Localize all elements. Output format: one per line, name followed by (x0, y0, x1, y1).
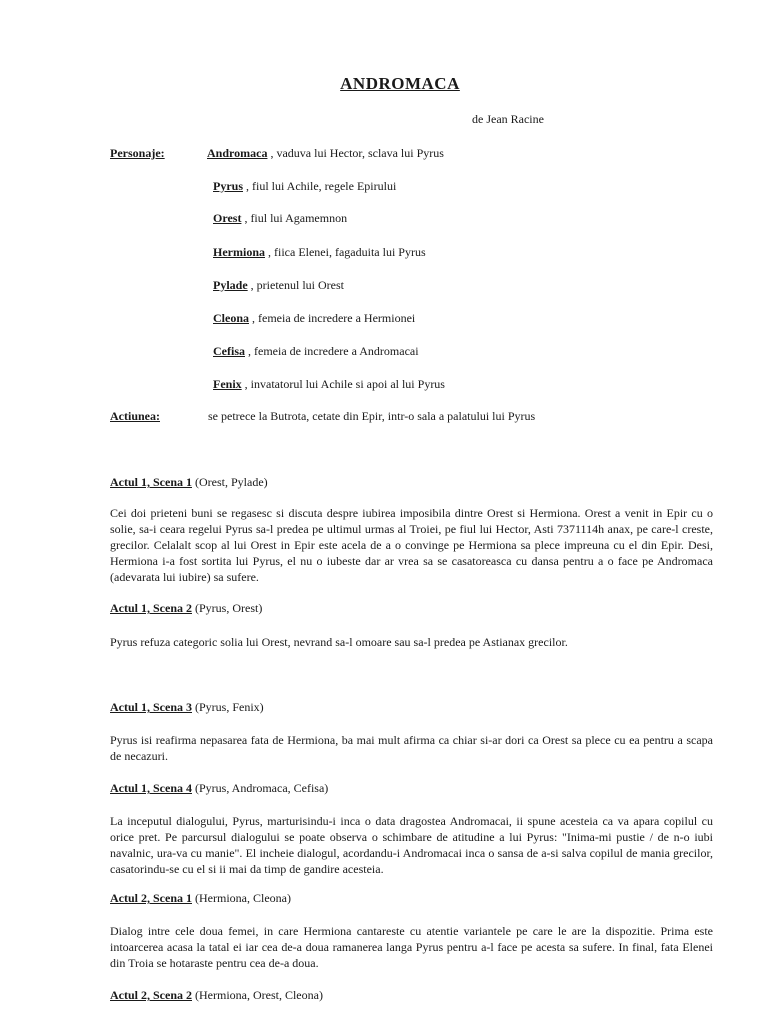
character-desc: , vaduva lui Hector, sclava lui Pyrus (267, 146, 444, 160)
character-desc: , fiul lui Agamemnon (241, 211, 348, 225)
scene-title: Actul 1, Scena 2 (110, 601, 192, 615)
scene-cast: (Hermiona, Orest, Cleona) (192, 988, 323, 1002)
scene-summary: La inceputul dialogului, Pyrus, marturisindu-i inca o data dragostea Andromacai, ii spune acesteia ca va apara copilul cu orice pret. Pe parcursul dialogului se poate observa o schimbare de atitudine a lui Pyrus: "Inima-mi pustie / de n-o iubi navalnic, ura-va cu manie". El incheie dialogul, acordandu-i Andromacai inca o sansa de a-si salva copilul de mania grecilor, casatorindu-se cu el si ii mai da timp de gandire acesteia. (110, 814, 713, 876)
character-name: Hermiona (213, 245, 265, 259)
scene-title: Actul 2, Scena 1 (110, 891, 192, 905)
scene-heading (110, 781, 328, 796)
actiunea-label: Actiunea: (110, 409, 160, 423)
scene-cast: (Hermiona, Cleona) (192, 891, 291, 905)
character-name: Cleona (213, 311, 249, 325)
character-fenix (213, 377, 445, 392)
character-cefisa (213, 344, 419, 359)
character-name: Cefisa (213, 344, 245, 358)
scene-title: Actul 1, Scena 3 (110, 700, 192, 714)
scene-summary: Dialog intre cele doua femei, in care Hermiona cantareste cu atentie variantele pe care le are la dispozitie. Prima este intoarcerea acasa la tatal ei iar cea de-a doua ramanerea langa Pyrus pentru a-l face pe acesta sa sufere. In final, fata Elenei din Troia se hotaraste pentru cea de-a doua. (110, 924, 713, 970)
scene-title: Actul 1, Scena 4 (110, 781, 192, 795)
scene-title: Actul 2, Scena 2 (110, 988, 192, 1002)
scene-cast: (Pyrus, Orest) (192, 601, 263, 615)
character-name: Fenix (213, 377, 242, 391)
scene-summary: Pyrus isi reafirma nepasarea fata de Hermiona, ba mai mult afirma ca chiar si-ar dori ca Orest sa plece cu ea pentru a scapa de necazuri. (110, 733, 713, 763)
scene-summary: Cei doi prieteni buni se regasesc si discuta despre iubirea imposibila dintre Orest si Hermiona. Orest a venit in Epir cu o solie, sa-i ceara regelui Pyrus sa-l predea pe ultimul urmas al Troiei, pe fiul lui Hector, Asti 7371114h anax, pe care-l creste, grecilor. Celalalt scop al lui Orest in Epir este acela de a o convinge pe Hermiona sa plece impreuna cu el din Epir. Desi, Hermiona i-a fost sortita lui Pyrus, el nu o iubeste dar ar vrea sa se casatoreasca cu dansa pentru a o face pe Andromaca (adevarata lui iubire) sa sufere. (110, 506, 713, 584)
character-name: Orest (213, 211, 242, 225)
character-hermiona (213, 245, 426, 260)
scene-heading (110, 891, 291, 906)
character-name: Andromaca (207, 146, 268, 160)
character-pylade (213, 278, 344, 293)
document-title: ANDROMACA (340, 74, 460, 93)
character-orest (213, 211, 347, 226)
scene-summary: Pyrus refuza categoric solia lui Orest, nevrand sa-l omoare sau sa-l predea pe Astianax grecilor. (110, 635, 568, 649)
author-line: de Jean Racine (472, 112, 544, 126)
scene-title: Actul 1, Scena 1 (110, 475, 192, 489)
character-desc: , fiul lui Achile, regele Epirului (243, 179, 397, 193)
personaje-label: Personaje: (110, 146, 165, 160)
scene-heading (110, 475, 268, 490)
character-pyrus (213, 179, 396, 194)
character-desc: , invatatorul lui Achile si apoi al lui Pyrus (241, 377, 445, 391)
scene-heading (110, 601, 262, 616)
scene-heading (110, 700, 264, 715)
character-desc: , fiica Elenei, fagaduita lui Pyrus (265, 245, 426, 259)
character-cleona (213, 311, 415, 326)
scene-cast: (Orest, Pylade) (192, 475, 268, 489)
scene-heading (110, 988, 323, 1003)
character-name: Pyrus (213, 179, 243, 193)
character-desc: , prietenul lui Orest (247, 278, 344, 292)
scene-cast: (Pyrus, Andromaca, Cefisa) (192, 781, 329, 795)
actiunea-text: se petrece la Butrota, cetate din Epir, intr-o sala a palatului lui Pyrus (208, 409, 536, 423)
character-desc: , femeia de incredere a Hermionei (249, 311, 416, 325)
scene-cast: (Pyrus, Fenix) (192, 700, 264, 714)
character-andromaca (207, 146, 444, 161)
character-name: Pylade (213, 278, 248, 292)
character-desc: , femeia de incredere a Andromacai (245, 344, 419, 358)
